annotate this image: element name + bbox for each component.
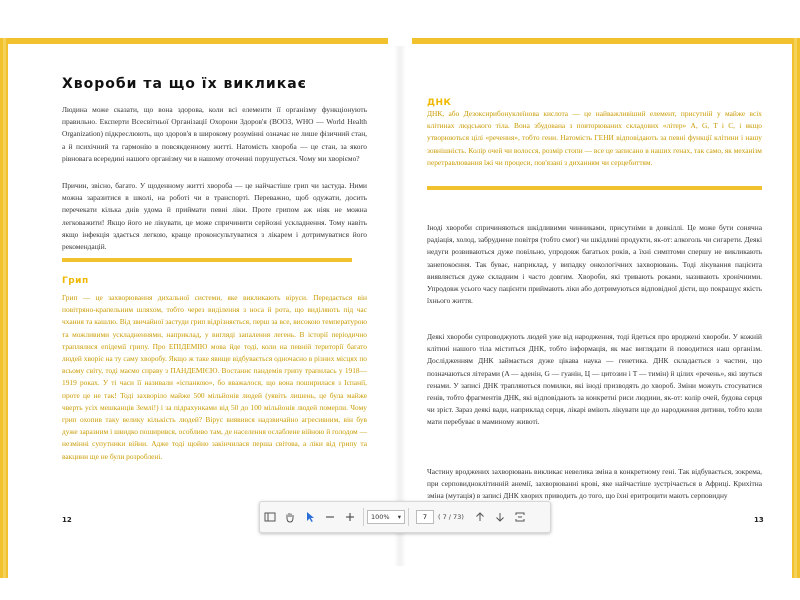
frame-right-edge [792,38,800,578]
pdf-viewer-toolbar [259,501,551,533]
body-paragraph-3: Частину вроджених захворювань викликає невелика зміна в конкретному гені. Так відбувається, зокрема, при серповидноклітинній анемії, захворюванні крові, яке найчастіше зустрічається в Африці. Крихітна зміна (мутація) в записі ДНК хворих приводить до того, що їхні еритроцити мають серповидну [427,467,762,501]
section-heading-flu: Грип [62,276,89,286]
left-page [22,46,388,566]
intro-paragraph-1: Людина може сказати, що вона здорова, коли всі елементи її організму функціонують правильно. Експерти Всесвітньої Організації Охорони Здоров'я (ВООЗ, WHO — World Health Organization) підкреслюють, що здоров'я в широкому розумінні означає не лише фізичний стан, а й психічний та гармонію в повсякденному житті. Натомість хвороба — це стан, за якого рівновага всередині нашого організму чи в нашому оточенні порушується. Чому ми хворіємо? [62,105,367,163]
toolbar-separator [363,508,364,526]
section-rule-dna [427,186,762,190]
frame-top-left [0,38,388,44]
page-count-label: ( 7 / 73) [438,513,464,521]
flu-paragraph: Грип — це захворювання дихальної системи, яке викликають віруси. Передається він повітряно-крапельним шляхом, тобто через виділення з носа й рота, що виділяють під час чхання та кашлю. Від звичайної застуди грип відрізняється, перш за все, високою температурою та можливими ускладненнями, наприклад, у вигляді запалення легень. В історії періодично траплялися епідемії грипу. Про ЕПІДЕМІЮ мова йде тоді, коли на певній території багато людей хворіє на ту саму хворобу. Якщо ж таке явище відбувається одночасно в різних місцях по всьому світу, тоді маємо справу з ПАНДЕМІЄЮ. Востаннє пандемія грипу трапилась у 1918—1919 роках. У ті часи її називали «іспанкою», бо вважалося, що вона поширилася з Іспанії, проте це не так! Тоді захворіло майже 500 мільйонів людей (уявіть лишень, це була майже чверть усіх мешканців Землі!) і за підрахунками від 50 до 100 мільйонів людей померли. Чому грип охопив таку велику кількість людей? Вірус виявився надзвичайно агресивним, він був дуже заразним і швидко поширився, особливо там, де населення ослаблене війною й голодом — незмінні супутники війни. Адже тоді щойно закінчилася перша світова, а ліки від грипу та вакцини ще не були розроблені. [62,293,367,461]
page-number-right: 13 [754,516,764,524]
next-page-icon[interactable] [490,507,510,527]
page-title: Хвороби та що їх викликає [62,76,307,92]
section-heading-dna: ДНК [427,98,452,108]
frame-top-right [412,38,800,44]
previous-page-icon[interactable] [470,507,490,527]
body-paragraph-1: Іноді хвороби спричиняються шкідливими чинниками, присутніми в довкіллі. Це може бути сонячна радіація, холод, забруднене повітря (тобто смог) чи шкідливі продукти, як-от: алкоголь чи сигарети. Деякі недуги розвиваються дуже повільно, упродовж багатьох років, а їхні симптоми спершу не викликають занепокоєння. Так буває, наприклад, у випадку онкологічних захворювань. Тоді лікування пацієнта виявляється дуже складним і часто довгим. Хвороби, які тривають роками, називають хронічними. Упродовж усього часу пацієнти приймають ліки або дотримуються відповідної дієти, що покращує якість їхнього життя. [427,223,762,306]
book-spine [394,46,406,566]
zoom-value: 100% [371,513,390,521]
fit-page-icon[interactable] [510,507,530,527]
page-number-input[interactable] [416,510,434,524]
right-page [412,46,778,566]
book-frame-top [0,38,800,46]
dna-paragraph: ДНК, або Дезоксирибонуклеїнова кислота — це найважливіший елемент, присутній у майже всіх клітинах людського тіла. Вона збудована з повторюваних складових «літер» A, G, T і C, і якщо утворюються цілі «речення», тобто гени. Натомість ГЕНИ відповідають за певні функції клітини і нашу зовнішність. Колір очей чи волосся, розмір стопи — все це записано в наших генах, так само, як механізм перетравлювання їжі чи процеси, пов'язані з диханням чи серцебиттям. [427,109,762,167]
body-paragraph-2: Деякі хвороби супроводжують людей уже від народження, тоді йдеться про вроджені хвороби. У кожній клітині нашого тіла міститься ДНК, тобто інформація, як має виглядати й поводитися наш організм. Дослідженням ДНК займається дуже цікава наука — генетика. ДНК складається з частин, що позначаються літерами (A — аденін, G — гуанін, Ц — цитозин і T — тимін) й цілих «речень», які звуться генами. У записі ДНК трапляються помилки, які іноді призводять до хвороб. Зміни можуть стосуватися генів, тобто фрагментів ДНК, які відповідають за конкретні риси людини, як-от: колір очей, будова серця чи зріст. Зараз деякі вади, наприклад серця, лікарі вміють лікувати ще до народження дитини, тобто коли мати перебуває в маминому животі. [427,332,762,427]
zoom-in-icon[interactable] [340,507,360,527]
section-rule-flu [62,258,352,262]
chevron-down-icon: ▾ [397,513,401,521]
zoom-select[interactable] [367,510,405,524]
intro-paragraph-2: Причин, звісно, багато. У щоденному житті хвороба — це найчастіше грип чи застуда. Ними можна заразитися в школі, на роботі чи в транспорті. Переважно, щоб одужати, досить перечекати кілька днів удома й приймати певні ліки. Проте грипом аж ніяк не можна легковажити! Якщо його не лікувати, це може спричинити серйозні ускладнення. Тому навіть якщо інфекція здається легкою, краще проконсультуватися з лікарем і дотримуватися його рекомендацій. [62,181,367,252]
hand-tool-icon[interactable] [280,507,300,527]
page-number-left: 12 [62,516,72,524]
zoom-out-icon[interactable] [320,507,340,527]
select-tool-icon[interactable] [300,507,320,527]
frame-left-edge [0,38,8,578]
sidebar-toggle-icon[interactable] [260,507,280,527]
toolbar-separator [408,508,409,526]
